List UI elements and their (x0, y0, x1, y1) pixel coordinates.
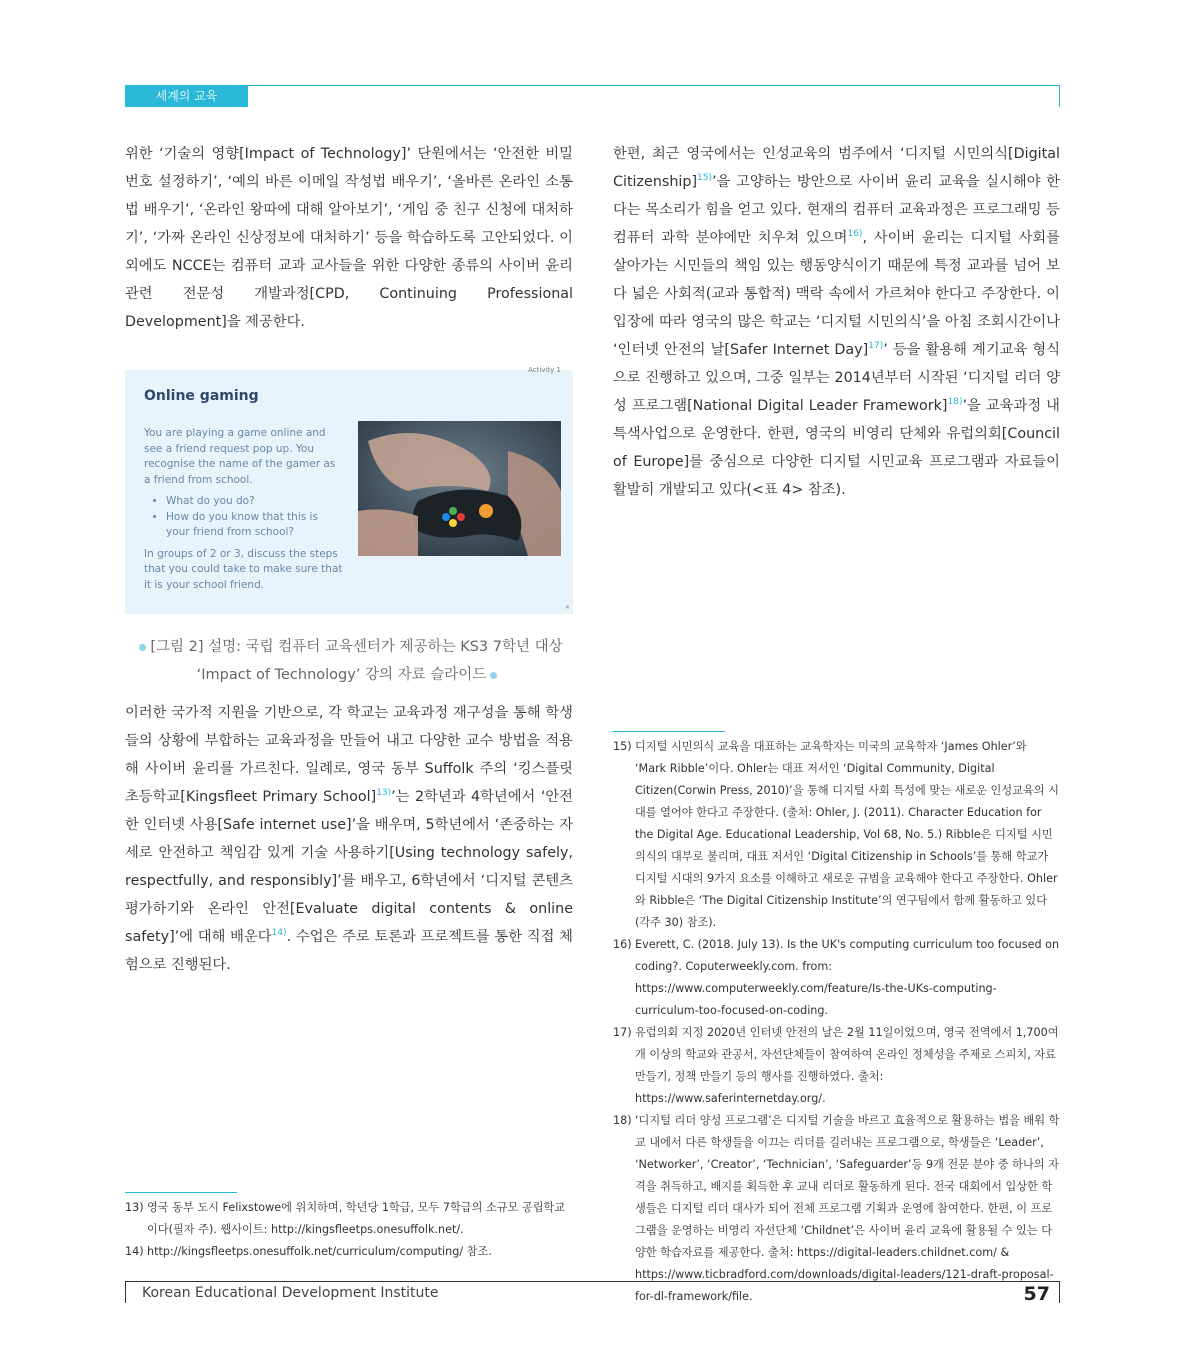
footnote-ref-14[interactable]: 14) (271, 928, 287, 939)
footnote-ref-16[interactable]: 16) (847, 229, 863, 240)
footnote-number: 14) (125, 1245, 144, 1258)
footnote (125, 1241, 573, 1263)
footnote-text: http://kingsfleetps.onesuffolk.net/curriculum/computing/ 참조. (147, 1245, 492, 1258)
footnote-text: Everett, C. (2018. July 13). Is the UK's computing curriculum too focused on coding?. Coputerweekly.com. from: https://www.computerweekly.com/feature/Is-the-UKs-computing-curriculum-too-focused-on-coding. (635, 938, 1060, 1017)
text-run: ’을 교육과정 내 특색사업으로 운영한다. 한편, 영국의 비영리 단체와 유럽의회[Council of Europe]를 중심으로 다양한 디지털 시민교육 프로그램과 자료들이 활발히 개발되고 있다(<표 4> 참조). (613, 398, 1060, 498)
footer-rule-right (1059, 1281, 1060, 1303)
footnotes-right (613, 736, 1060, 1308)
footnote (613, 1022, 1060, 1110)
slide-activity-label: Activity 1 (528, 366, 561, 374)
footer-rule (125, 1281, 1060, 1282)
text-run: , 사이버 윤리는 디지털 사회를 살아가는 시민들의 책임 있는 행동양식이기 때문에 특정 교과를 넘어 보다 넓은 사회적(교과 통합적) 맥락 속에서 가르쳐야 한다고 주장한다. 이 입장에 따라 영국의 많은 학교는 ‘디지털 시민의식’을 아침 조회시간이나 ‘인터넷 안전의 날[Safer Internet Day] (613, 230, 1061, 358)
right-paragraph (613, 140, 1060, 504)
gamepad-photo-icon (358, 421, 561, 556)
footnote-number: 15) (613, 740, 632, 753)
page-number: 57 (1023, 1283, 1050, 1305)
footer-publisher: Korean Educational Development Institute (142, 1285, 439, 1301)
right-paragraph-text (613, 140, 1060, 504)
text-run: ’을 고양하는 방안으로 사이버 윤리 교육을 실시해야 한다는 목소리가 힘을 얻고 있다. 현재의 컴퓨터 교육과정은 프로그래밍 등 컴퓨터 과학 분야에만 치우쳐 있으며 (613, 174, 1060, 246)
footnote-number: 16) (613, 938, 632, 951)
slide-bullet: • What do you do? (166, 494, 344, 510)
slide-title: Online gaming (144, 388, 259, 404)
figure-slide (125, 366, 573, 614)
left-paragraph-2-text (125, 699, 573, 979)
footnote-ref-18[interactable]: 18) (947, 397, 963, 408)
caption-line-2 (125, 661, 573, 689)
text-run: 이러한 국가적 지원을 기반으로, 각 학교는 교육과정 재구성을 통해 학생들의 상황에 부합하는 교육과정을 만들어 내고 다양한 교수 방법을 적용해 사이버 윤리를 가르친다. 일례로, 영국 동부 Suffolk 주의 ‘킹스플릿 초등학교[Kingsfleet Primary School] (125, 705, 573, 805)
footnote-separator (613, 731, 725, 732)
slide-closing: In groups of 2 or 3, discuss the steps that you could take to make sure that it is your school friend. (144, 547, 343, 591)
footnote-separator (125, 1192, 237, 1193)
bullet-dot-icon (139, 644, 146, 651)
slide-bullets (144, 494, 344, 541)
footnote-text: ‘디지털 리더 양성 프로그램’은 디지털 기술을 바르고 효율적으로 활용하는 법을 배워 학교 내에서 다른 학생들을 이끄는 리더를 길러내는 프로그램으로, 학생들은 ‘Leader’, ‘Networker’, ‘Creator’, ‘Technician’, ‘Safeguarder’등 9개 전문 분야 중 하나의 자격을 취득하고, 배지를 획득한 후 교내 리더로 활동하게 된다. 전국 대회에서 입상한 학생들은 디지털 리더 대사가 되어 전체 프로그램 기획과 운영에 참여한다. 한편, 이 프로그램을 운영하는 비영리 자선단체 ‘Childnet’은 사이버 윤리 교육에 활용될 수 있는 다양한 학습자료를 제공한다. 출처: https://digital-leaders.childnet.com/ & https://www.ticbradford.com/downloads/digital-leaders/121-draft-proposal-for-dl-framework/file. (635, 1114, 1060, 1303)
caption-line-1 (125, 633, 573, 661)
header-rule (125, 85, 1060, 86)
footnote-number: 13) (125, 1201, 144, 1214)
footnote-ref-17[interactable]: 17) (868, 341, 884, 352)
slide-page-number: 4 (565, 605, 569, 611)
footer-rule-left (125, 1281, 126, 1303)
header-rule-end (1059, 85, 1060, 107)
slide-bullet: • How do you know that this is your friend from school? (166, 510, 344, 541)
caption-text-1: [그림 2] 설명: 국립 컴퓨터 교육센터가 제공하는 KS3 7학년 대상 (150, 639, 563, 655)
text-run: ’는 2학년과 4학년에서 ‘안전한 인터넷 사용[Safe internet use]’을 배우며, 5학년에서 ‘존중하는 자세로 안전하고 책임감 있게 기술 사용하기[Using technology safely, respectfully, and responsibly]’를 배우고, 6학년에서 ‘디지털 콘텐츠 평가하기와 온라인 안전[Evaluate digital contents & online safety]’에 대해 배운다 (125, 789, 573, 945)
text-run: 한편, 최근 영국에서는 인성교육의 범주에서 ‘디지털 시민의식[Digital Citizenship] (613, 146, 1060, 190)
footnote-ref-13[interactable]: 13) (376, 788, 392, 799)
footnote-text: 유럽의회 지정 2020년 인터넷 안전의 날은 2월 11일이었으며, 영국 전역에서 1,700여 개 이상의 학교와 관공서, 자선단체들이 참여하여 온라인 정체성을 주제로 스피치, 자료 만들기, 정책 만들기 등의 행사를 진행하였다. 출처: https://www.saferinternetday.org/. (635, 1026, 1059, 1105)
footnote (613, 736, 1060, 934)
caption-text-2: ‘Impact of Technology’ 강의 자료 슬라이드 (196, 667, 487, 683)
footnote (613, 934, 1060, 1022)
footnote (125, 1197, 573, 1241)
left-paragraph-1: 위한 ‘기술의 영향[Impact of Technology]’ 단원에서는 ‘안전한 비밀번호 설정하기’, ‘예의 바른 이메일 작성법 배우기’, ‘올바른 온라인 소통법 배우기’, ‘온라인 왕따에 대해 알아보기’, ‘게임 중 친구 신청에 대처하기’, ‘가짜 온라인 신상정보에 대처하기’ 등을 학습하도록 고안되었다. 이 외에도 NCCE는 컴퓨터 교과 교사들을 위한 다양한 종류의 사이버 윤리 관련 전문성 개발과정[CPD, Continuing Professional Development]을 제공한다. (125, 146, 573, 330)
footnote-ref-15[interactable]: 15) (697, 173, 712, 184)
figure-caption (125, 633, 573, 689)
slide-body (144, 426, 344, 593)
text-run: . 수업은 주로 토론과 프로젝트를 통한 직접 체험으로 진행된다. (125, 929, 573, 973)
bullet-dot-icon (490, 672, 497, 679)
footnote-text: 영국 동부 도시 Felixstowe에 위치하며, 학년당 1학급, 모두 7학급의 소규모 공립학교이다(필자 주). 웹사이트: http://kingsfleetps.onesuffolk.net/. (147, 1201, 566, 1236)
slide-intro: You are playing a game online and see a friend request pop up. You recognise the name of the gamer as a friend from school. (144, 427, 336, 486)
footnote-number: 17) (613, 1026, 632, 1039)
footnotes-left (125, 1197, 573, 1263)
section-label: 세계의 교육 (125, 85, 248, 107)
gamepad-photo (358, 421, 561, 556)
footnote (613, 1110, 1060, 1308)
left-paragraph-2 (125, 699, 573, 979)
text-run: ’ 등을 활용해 계기교육 형식으로 진행하고 있으며, 그중 일부는 2014년부터 시작된 ‘디지털 리더 양성 프로그램[National Digital Leader Framework] (613, 342, 1060, 414)
footnote-text: 디지털 시민의식 교육을 대표하는 교육학자는 미국의 교육학자 ‘James Ohler’와 ‘Mark Ribble’이다. Ohler는 대표 저서인 ‘Digital Community, Digital Citizen(Corwin Press, 2010)’을 통해 디지털 사회 특성에 맞는 새로운 인성교육의 시대를 열어야 한다고 주장한다. (출처: Ohler, J. (2011). Character Education for the Digital Age. Educational Leadership, Vol 68, No. 5.) Ribble은 디지털 시민의식의 대부로 불리며, 대표 저서인 ‘Digital Citizenship in Schools’를 통해 학교가 디지털 시대의 9가지 요소를 이해하고 새로운 규범을 교육해야 한다고 주장한다. Ohler와 Ribble은 ‘The Digital Citizenship Institute’의 연구팀에서 함께 활동하고 있다 (각주 30) 참조). (635, 740, 1059, 929)
footnote-number: 18) (613, 1114, 632, 1127)
